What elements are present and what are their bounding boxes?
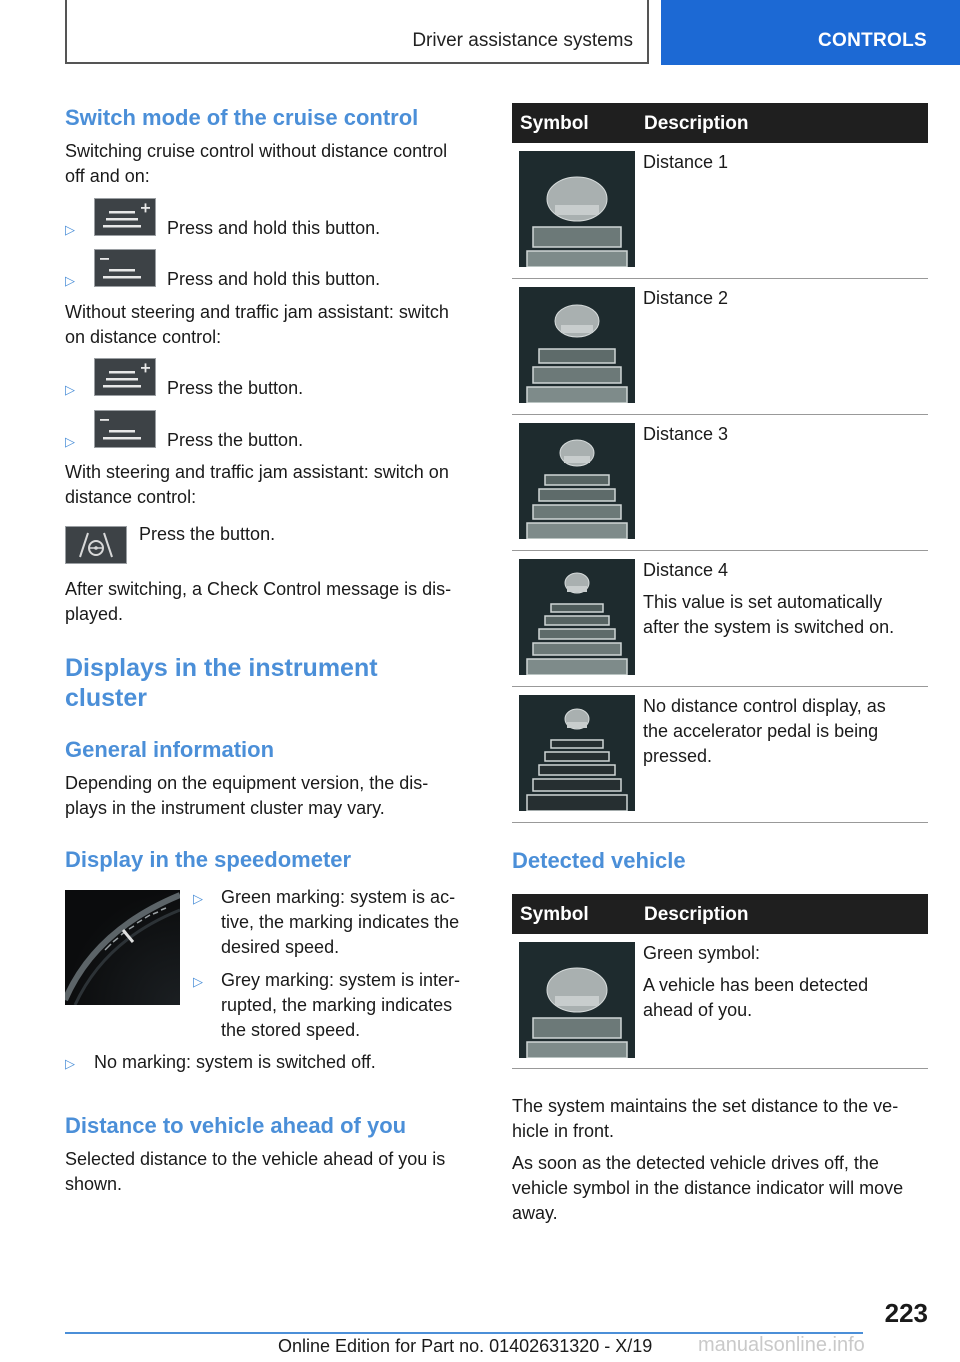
no-distance-text-2: the accelerator pedal is being [643,721,879,741]
bullet-triangle-icon: ▷ [65,273,75,288]
watermark: manualsonline.info [698,1334,865,1356]
grey-marking-2: rupted, the marking indicates [221,995,453,1015]
with-steering-2: distance control: [65,487,197,507]
vehicle-detected-text-1: A vehicle has been detected [643,975,869,995]
bullet-triangle-icon: ▷ [65,434,75,449]
distance-1-symbol-image [519,151,635,267]
green-marking-2: tive, the marking indicates the [221,912,460,932]
green-marking-1: Green marking: system is ac- [221,887,456,907]
distance-increase-button-icon [94,198,156,236]
distance-2-symbol-image [519,287,635,403]
page-number: 223 [884,1298,928,1328]
green-symbol-label: Green symbol: [643,943,761,963]
detected-vehicle-symbol-image [519,942,635,1058]
distance-table-header [512,103,928,143]
header-chapter-tab [661,0,960,65]
bullet-triangle-icon: ▷ [193,974,203,989]
col-description: Description [644,113,749,134]
distance-ahead-text-2: shown. [65,1174,123,1194]
distance-ahead-heading: Distance to vehicle ahead of you [65,1113,407,1138]
item-press-hold-2: Press and hold this button. [167,269,381,289]
distance-2-label: Distance 2 [643,288,729,308]
bullet-triangle-icon: ▷ [65,382,75,397]
item-press-2: Press the button. [167,430,304,450]
grey-marking-3: the stored speed. [221,1020,361,1040]
no-marking: No marking: system is switched off. [94,1052,376,1072]
row-divider [512,414,928,415]
distance-1-label: Distance 1 [643,152,729,172]
general-info-text-2: plays in the instrument cluster may vary. [65,798,385,818]
col-symbol: Symbol [520,113,589,134]
row-divider [512,1068,928,1069]
distance-decrease-button-icon [94,249,156,287]
bullet-triangle-icon: ▷ [65,222,75,237]
distance-4-label: Distance 4 [643,560,729,580]
maintains-distance-1: The system maintains the set distance to the ve- [512,1096,899,1116]
no-distance-symbol-image [519,695,635,811]
distance-4-symbol-image [519,559,635,675]
displays-heading-2: cluster [65,684,147,712]
press-button-steering: Press the button. [139,524,276,544]
item-press-hold-1: Press and hold this button. [167,218,381,238]
switch-mode-intro-2: off and on: [65,166,150,186]
after-switching-2: played. [65,604,124,624]
distance-4-note-2: after the system is switched on. [643,617,895,637]
distance-4-note-1: This value is set automatically [643,592,883,612]
detected-table-header [512,894,928,934]
general-info-text-1: Depending on the equipment version, the dis- [65,773,429,793]
switch-mode-heading: Switch mode of the cruise control [65,105,419,130]
distance-ahead-text-1: Selected distance to the vehicle ahead of you is [65,1149,446,1169]
header-chapter-title: CONTROLS [817,30,927,51]
switch-mode-intro-1: Switching cruise control without distance control [65,141,448,161]
maintains-distance-2: hicle in front. [512,1121,615,1141]
col-description: Description [644,904,749,925]
bullet-triangle-icon: ▷ [65,1056,75,1071]
after-switching-1: After switching, a Check Control message is dis- [65,579,452,599]
row-divider [512,822,928,823]
grey-marking-1: Grey marking: system is inter- [221,970,461,990]
item-press-1: Press the button. [167,378,304,398]
header-section-box [65,0,649,64]
vehicle-detected-text-2: ahead of you. [643,1000,753,1020]
with-steering-1: With steering and traffic jam assistant: switch on [65,462,449,482]
distance-3-symbol-image [519,423,635,539]
row-divider [512,686,928,687]
drives-off-3: away. [512,1203,558,1223]
bullet-triangle-icon: ▷ [193,891,203,906]
distance-decrease-button-icon [94,410,156,448]
drives-off-2: vehicle symbol in the distance indicator will move [512,1178,904,1198]
distance-3-label: Distance 3 [643,424,729,444]
col-symbol: Symbol [520,904,589,925]
speedometer-display-image [65,890,180,1005]
distance-increase-button-icon [94,358,156,396]
displays-heading-1: Displays in the instrument [65,654,378,682]
without-steering-2: on distance control: [65,327,222,347]
green-marking-3: desired speed. [221,937,340,957]
no-distance-text-1: No distance control display, as [643,696,886,716]
detected-vehicle-heading: Detected vehicle [512,848,686,873]
no-distance-text-3: pressed. [643,746,713,766]
general-info-heading: General information [65,737,275,762]
row-divider [512,278,928,279]
drives-off-1: As soon as the detected vehicle drives off, the [512,1153,879,1173]
speedometer-heading: Display in the speedometer [65,847,352,872]
row-divider [512,550,928,551]
header-section-title: Driver assistance systems [412,30,633,51]
steering-assist-button-icon [65,526,127,564]
footer-edition: Online Edition for Part no. 01402631320 - X/19 [278,1336,653,1356]
without-steering-1: Without steering and traffic jam assistant: switch [65,302,449,322]
